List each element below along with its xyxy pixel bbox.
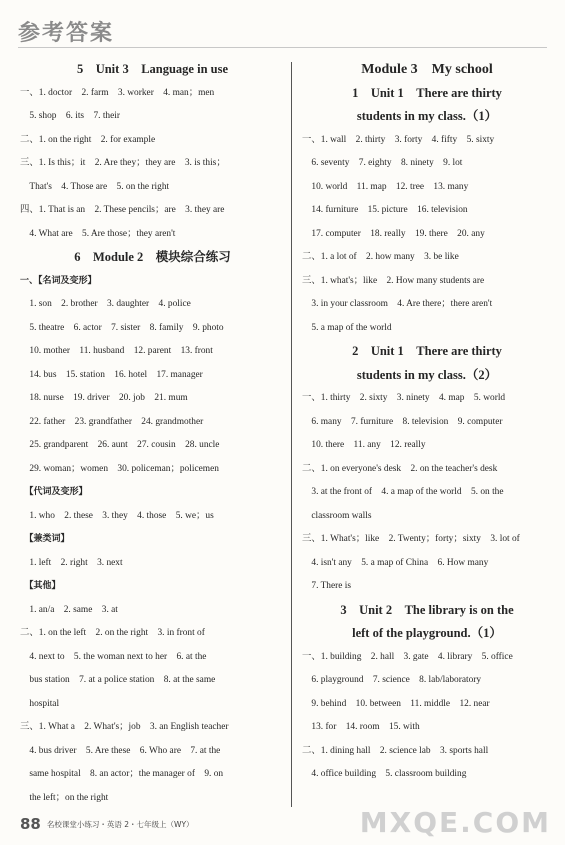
answer-line: 22. father 23. grandfather 24. grandmother bbox=[20, 416, 204, 427]
right-column bbox=[302, 58, 552, 787]
answer-line: 一、1. doctor 2. farm 3. worker 4. man；men bbox=[20, 87, 215, 98]
answer-line: 17. computer 18. really 19. there 20. any bbox=[302, 228, 485, 239]
answer-line: 4. What are 5. Are those；they aren't bbox=[20, 228, 176, 239]
watermark-logo: MXQE.COM bbox=[359, 806, 551, 839]
answer-line: 14. furniture 15. picture 16. television bbox=[302, 205, 468, 215]
answer-line: 四、1. That is an 2. These pencils；are 3. they are bbox=[20, 205, 225, 215]
answer-line: the left；on the right bbox=[20, 792, 109, 803]
section-heading: 3 Unit 2 The library is on the bbox=[340, 602, 514, 617]
answer-line: classroom walls bbox=[302, 510, 372, 521]
answer-line: 3. in your classroom 4. Are there；there aren't bbox=[302, 299, 493, 309]
answer-line: 6. many 7. furniture 8. television 9. computer bbox=[302, 416, 503, 427]
answer-line: 三、1. Is this；it 2. Are they；they are 3. is this； bbox=[20, 158, 226, 168]
answer-line: 5. theatre 6. actor 7. sister 8. family 9. photo bbox=[20, 322, 224, 333]
column-divider bbox=[291, 62, 292, 807]
answer-line: 3. at the front of 4. a map of the world 5. on the bbox=[302, 487, 504, 497]
header-rule bbox=[18, 47, 547, 48]
section-heading: students in my class.（1） bbox=[356, 109, 498, 123]
answer-line: 29. woman；women 30. policeman；policemen bbox=[20, 463, 219, 474]
answer-line: 二、1. a lot of 2. how many 3. be like bbox=[302, 252, 459, 262]
page-header: 参考答案 bbox=[18, 21, 115, 46]
section-heading: 6 Module 2 模块综合练习 bbox=[74, 250, 231, 264]
answer-line: 1. son 2. brother 3. daughter 4. police bbox=[20, 299, 191, 309]
answer-line: bus station 7. at a police station 8. at the same bbox=[20, 675, 216, 685]
page-number: 88 bbox=[20, 815, 41, 833]
section-heading: 2 Unit 1 There are thirty bbox=[352, 344, 502, 358]
category-tag: 【兼类词】 bbox=[20, 534, 70, 544]
category-tag: 一、【名词及变形】 bbox=[20, 275, 97, 286]
answer-line: 二、1. on everyone's desk 2. on the teacher's desk bbox=[302, 463, 498, 474]
answer-line: 三、1. What's；like 2. Twenty；forty；sixty 3. lot of bbox=[302, 534, 520, 544]
answer-line: 一、1. building 2. hall 3. gate 4. library 5. office bbox=[302, 651, 513, 662]
answer-line: 5. shop 6. its 7. their bbox=[20, 111, 120, 121]
answer-line: 1. left 2. right 3. next bbox=[20, 557, 123, 568]
answer-line: 10. there 11. any 12. really bbox=[302, 440, 426, 450]
answer-line: 4. office building 5. classroom building bbox=[302, 769, 467, 779]
answer-line: That's 4. Those are 5. on the right bbox=[20, 181, 170, 192]
section-heading: students in my class.（2） bbox=[356, 367, 498, 382]
answer-line: 6. playground 7. science 8. lab/laboratory bbox=[302, 675, 482, 685]
answer-line: 二、1. dining hall 2. science lab 3. sports hall bbox=[302, 745, 489, 756]
left-column bbox=[20, 58, 285, 810]
page-footer bbox=[20, 815, 194, 833]
section-heading: 5 Unit 3 Language in use bbox=[76, 62, 229, 76]
answer-line: 6. seventy 7. eighty 8. ninety 9. lot bbox=[302, 158, 463, 168]
answer-line: 13. for 14. room 15. with bbox=[302, 722, 420, 732]
answer-line: 一、1. thirty 2. sixty 3. ninety 4. map 5. world bbox=[302, 393, 506, 403]
answer-line: same hospital 8. an actor；the manager of 9. on bbox=[20, 769, 224, 779]
answer-line: 1. who 2. these 3. they 4. those 5. we；us bbox=[20, 510, 214, 521]
answer-line: 18. nurse 19. driver 20. job 21. mum bbox=[20, 393, 188, 403]
answer-line: 4. bus driver 5. Are these 6. Who are 7. at the bbox=[20, 745, 221, 756]
section-heading: left of the playground.（1） bbox=[352, 626, 502, 640]
answer-line: 7. There is bbox=[302, 581, 352, 591]
module-heading: Module 3 My school bbox=[361, 62, 493, 77]
answer-line: 1. an/a 2. same 3. at bbox=[20, 604, 118, 615]
answer-line: 14. bus 15. station 16. hotel 17. manager bbox=[20, 369, 203, 380]
section-heading: 1 Unit 1 There are thirty bbox=[352, 85, 502, 100]
answer-line: 5. a map of the world bbox=[302, 322, 392, 333]
category-tag: 【其他】 bbox=[20, 581, 61, 591]
answer-line: 4. isn't any 5. a map of China 6. How many bbox=[302, 557, 489, 568]
answer-line: 二、1. on the right 2. for example bbox=[20, 134, 156, 145]
answer-line: 10. world 11. map 12. tree 13. many bbox=[302, 181, 469, 192]
category-tag: 【代词及变形】 bbox=[20, 487, 88, 497]
answer-line: 二、1. on the left 2. on the right 3. in front of bbox=[20, 628, 205, 638]
answer-line: 一、1. wall 2. thirty 3. forty 4. fifty 5. sixty bbox=[302, 134, 495, 145]
footer-text: 名校课堂小练习・英语 2・七年级上（WY） bbox=[46, 820, 194, 829]
answer-line: hospital bbox=[20, 698, 60, 709]
answer-line: 9. behind 10. between 11. middle 12. near bbox=[302, 698, 490, 709]
answer-line: 25. grandparent 26. aunt 27. cousin 28. uncle bbox=[20, 440, 220, 450]
answer-line: 4. next to 5. the woman next to her 6. at the bbox=[20, 651, 207, 662]
answer-line: 三、1. What a 2. What's；job 3. an English teacher bbox=[20, 722, 229, 732]
answer-line: 三、1. what's；like 2. How many students are bbox=[302, 275, 485, 286]
answer-line: 10. mother 11. husband 12. parent 13. front bbox=[20, 346, 213, 356]
